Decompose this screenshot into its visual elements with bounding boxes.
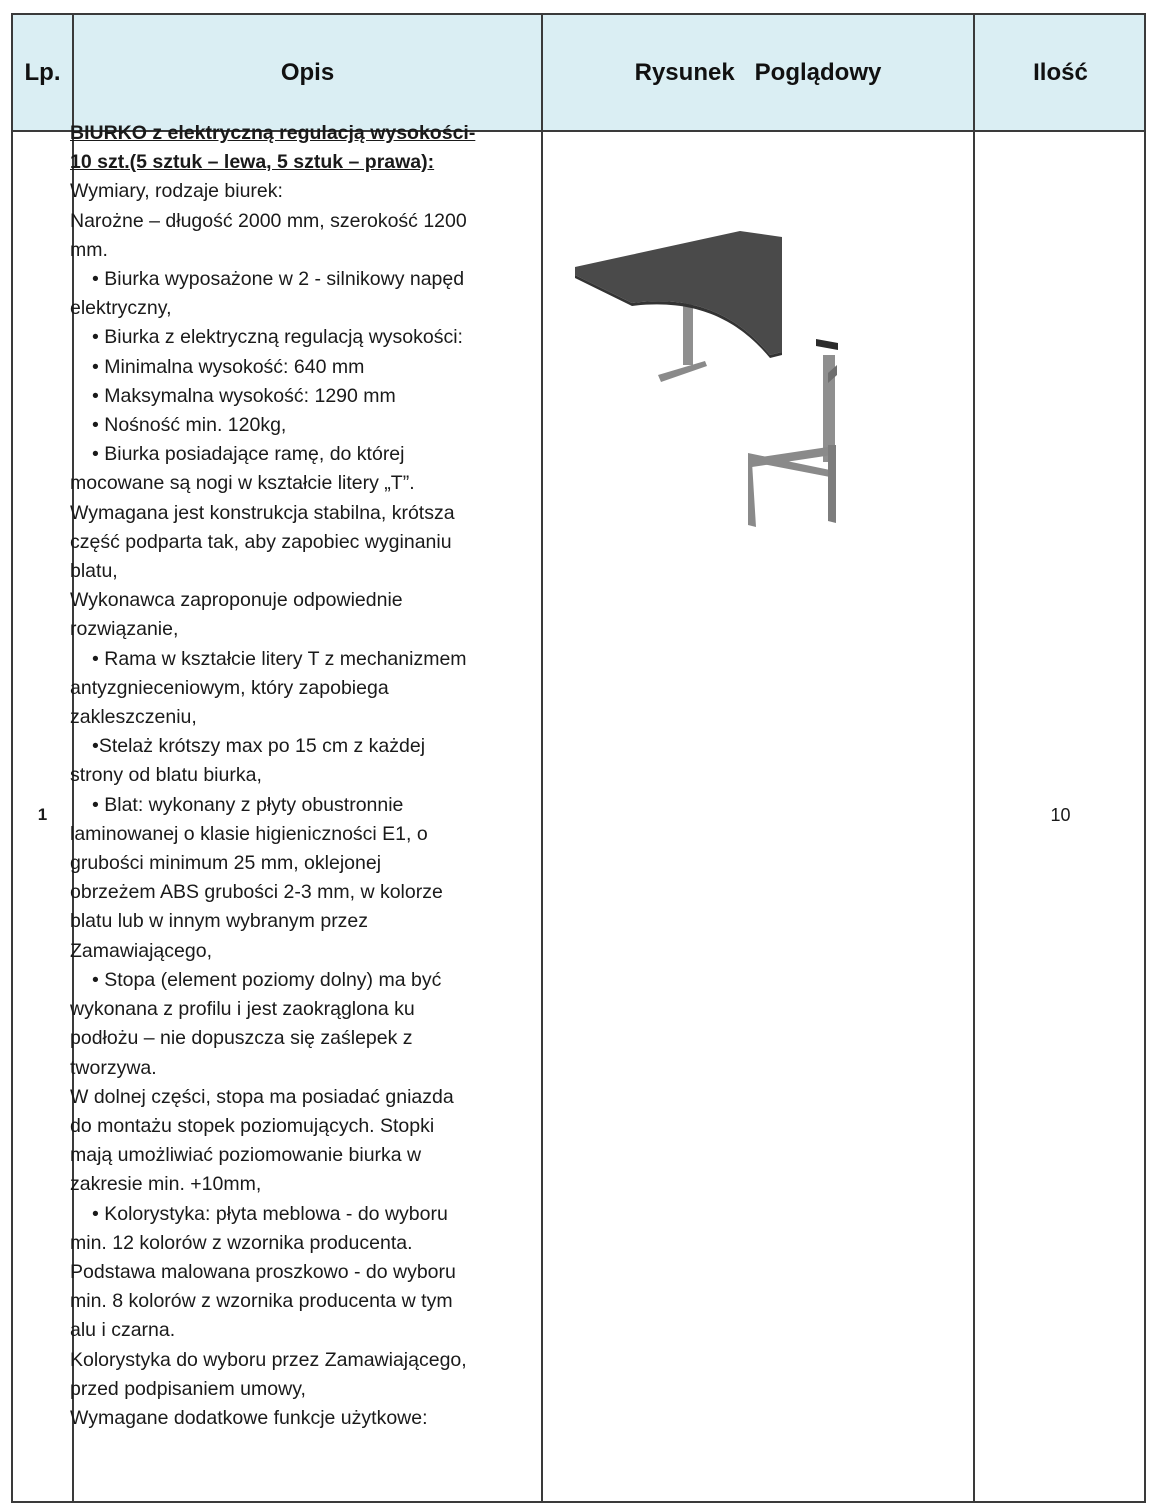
description-line: przed podpisaniem umowy, (70, 1377, 306, 1400)
description-line: • Kolorystyka: płyta meblowa - do wyboru (92, 1202, 448, 1225)
description-line: elektryczny, (70, 297, 172, 320)
description-line: do montażu stopek poziomujących. Stopki (70, 1114, 435, 1137)
description-line: • Biurka wyposażone w 2 - silnikowy napęd (92, 268, 465, 291)
description-line: mocowane są nogi w kształcie litery „T”. (70, 472, 415, 495)
desk-foot-front-long (828, 445, 836, 523)
desk-control-panel (816, 339, 838, 350)
description-line: strony od blatu biurka, (70, 764, 262, 787)
description-line: • Maksymalna wysokość: 1290 mm (92, 384, 396, 407)
header-lp: Lp. (24, 58, 61, 86)
description-cell (70, 119, 530, 1433)
description-line: blatu, (70, 560, 118, 583)
column-divider (541, 15, 543, 1501)
description-line: • Nośność min. 120kg, (92, 414, 287, 437)
row-quantity: 10 (1050, 805, 1071, 825)
description-line: min. 12 kolorów z wzornika producenta. (70, 1231, 413, 1254)
description-line: laminowanej o klasie higieniczności E1, o (70, 822, 428, 845)
description-line: Wymagana jest konstrukcja stabilna, krótsza (70, 501, 455, 524)
description-line: • Blat: wykonany z płyty obustronnie (92, 793, 404, 816)
description-line: alu i czarna. (70, 1319, 176, 1342)
description-lines (70, 177, 530, 1433)
description-line: obrzeżem ABS grubości 2-3 mm, w kolorze (70, 881, 443, 904)
description-line: • Rama w kształcie litery T z mechanizmem (92, 647, 467, 670)
description-line: Wykonawca zaproponuje odpowiednie (70, 589, 403, 612)
description-line: antyzgnieceniowym, który zapobiega (70, 676, 389, 699)
description-line: • Stopa (element poziomy dolny) ma być (92, 968, 442, 991)
description-line: Wymiary, rodzaje biurek: (70, 180, 283, 203)
description-line: Narożne – długość 2000 mm, szerokość 1200 (70, 209, 467, 232)
description-line: tworzywa. (70, 1056, 157, 1079)
description-line: grubości minimum 25 mm, oklejonej (70, 852, 382, 875)
description-line: • Biurka z elektryczną regulacją wysokości: (92, 326, 463, 349)
item-title-line-2: 10 szt.(5 sztuk – lewa, 5 sztuk – prawa): (70, 151, 435, 174)
description-line: •Stelaż krótszy max po 15 cm z każdej (92, 735, 426, 758)
description-line: mm. (70, 238, 108, 261)
column-divider (973, 15, 975, 1501)
description-line: rozwiązanie, (70, 618, 179, 641)
description-line: część podparta tak, aby zapobiec wyginaniu (70, 530, 452, 553)
description-line: blatu lub w innym wybranym przez (70, 910, 369, 933)
description-line: Wymagane dodatkowe funkcje użytkowe: (70, 1406, 428, 1429)
header-rysunek: Rysunek Poglądowy (634, 58, 882, 86)
description-line: zakresie min. +10mm, (70, 1173, 262, 1196)
desk-foot-back (658, 361, 707, 382)
description-line: min. 8 kolorów z wzornika producenta w tym (70, 1290, 453, 1313)
description-line: • Minimalna wysokość: 640 mm (92, 355, 365, 378)
description-line: • Biurka posiadające ramę, do której (92, 443, 405, 466)
description-line: mają umożliwiać poziomowanie biurka w (70, 1144, 422, 1167)
item-title-line-1: BIURKO z elektryczną regulacją wysokości- (70, 122, 476, 144)
description-line: podłożu – nie dopuszcza się zaślepek z (70, 1027, 413, 1050)
header-ilosc: Ilość (1033, 58, 1088, 86)
header-opis: Opis (280, 58, 335, 86)
row-number: 1 (37, 805, 48, 824)
description-line: wykonana z profilu i jest zaokrąglona ku (70, 998, 415, 1021)
description-line: Kolorystyka do wyboru przez Zamawiającego, (70, 1348, 467, 1371)
description-line: W dolnej części, stopa ma posiadać gniazda (70, 1085, 454, 1108)
desk-illustration (570, 215, 850, 545)
description-line: Podstawa malowana proszkowo - do wyboru (70, 1260, 456, 1283)
description-line: Zamawiającego, (70, 939, 212, 962)
description-line: zakleszczeniu, (70, 706, 197, 729)
